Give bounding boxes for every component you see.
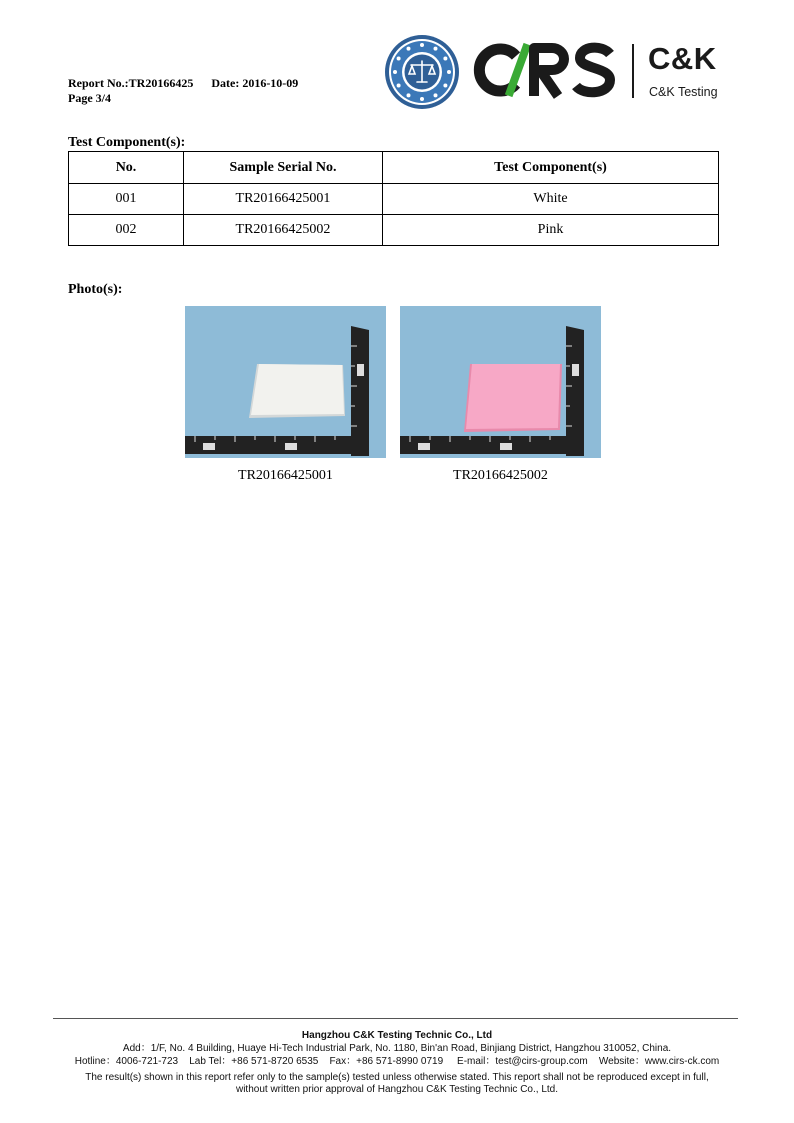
scales-of-justice-icon	[384, 34, 460, 110]
pink-sample-block	[466, 364, 560, 429]
column-header-no: No.	[69, 152, 184, 184]
cirs-wordmark-logo	[470, 34, 618, 106]
white-sample-block	[251, 364, 344, 415]
column-header-component: Test Component(s)	[383, 152, 719, 184]
column-header-serial: Sample Serial No.	[184, 152, 383, 184]
report-number-label: Report No.:	[68, 76, 129, 90]
report-number: TR20166425	[128, 76, 194, 90]
test-components-heading: Test Component(s):	[68, 135, 186, 150]
photo-caption-1: TR20166425001	[238, 468, 333, 483]
footer-disclaimer-line2: without written prior approval of Hangzhou C&K Testing Technic Co., Ltd.	[235, 1084, 559, 1095]
photo-caption-2: TR20166425002	[453, 468, 548, 483]
page-number: Page 3/4	[68, 91, 111, 105]
cirs-logo-icon	[470, 34, 618, 106]
table-row	[69, 184, 719, 215]
table-row	[69, 215, 719, 246]
footer-divider	[53, 1018, 738, 1019]
footer-company: Hangzhou C&K Testing Technic Co., Ltd	[301, 1030, 493, 1041]
ck-logo-subtitle: C&K Testing	[649, 85, 718, 99]
cell-component: White	[383, 184, 719, 215]
sample-photo-pink	[400, 306, 601, 458]
test-components-table	[68, 151, 719, 246]
report-info	[68, 76, 298, 90]
cell-serial: TR20166425002	[184, 215, 383, 246]
cell-no: 002	[69, 215, 184, 246]
footer-disclaimer-line1: The result(s) shown in this report refer only to the sample(s) tested unless otherwise stated. This report shall not be reproduced except in full,	[85, 1072, 709, 1083]
ck-logo-title: C&K	[648, 41, 717, 76]
footer-address: Add：1/F, No. 4 Building, Huaye Hi-Tech Industrial Park, No. 1180, Bin'an Road, Binjiang District, Hangzhou 310052, China.	[122, 1043, 672, 1054]
sample-photo-white	[185, 306, 386, 458]
cell-component: Pink	[383, 215, 719, 246]
cirs-seal-logo	[384, 34, 460, 110]
cell-no: 001	[69, 184, 184, 215]
report-date: 2016-10-09	[242, 76, 299, 90]
footer-contacts: Hotline：4006-721-723 Lab Tel：+86 571-8720 6535 Fax：+86 571-8990 0719 E-mail：test@cirs-group.com Website：www.cirs-ck.com	[74, 1056, 720, 1067]
logo-divider	[632, 44, 634, 98]
table-header-row	[69, 152, 719, 184]
photos-heading: Photo(s):	[68, 282, 123, 297]
cell-serial: TR20166425001	[184, 184, 383, 215]
date-label: Date:	[211, 76, 240, 90]
